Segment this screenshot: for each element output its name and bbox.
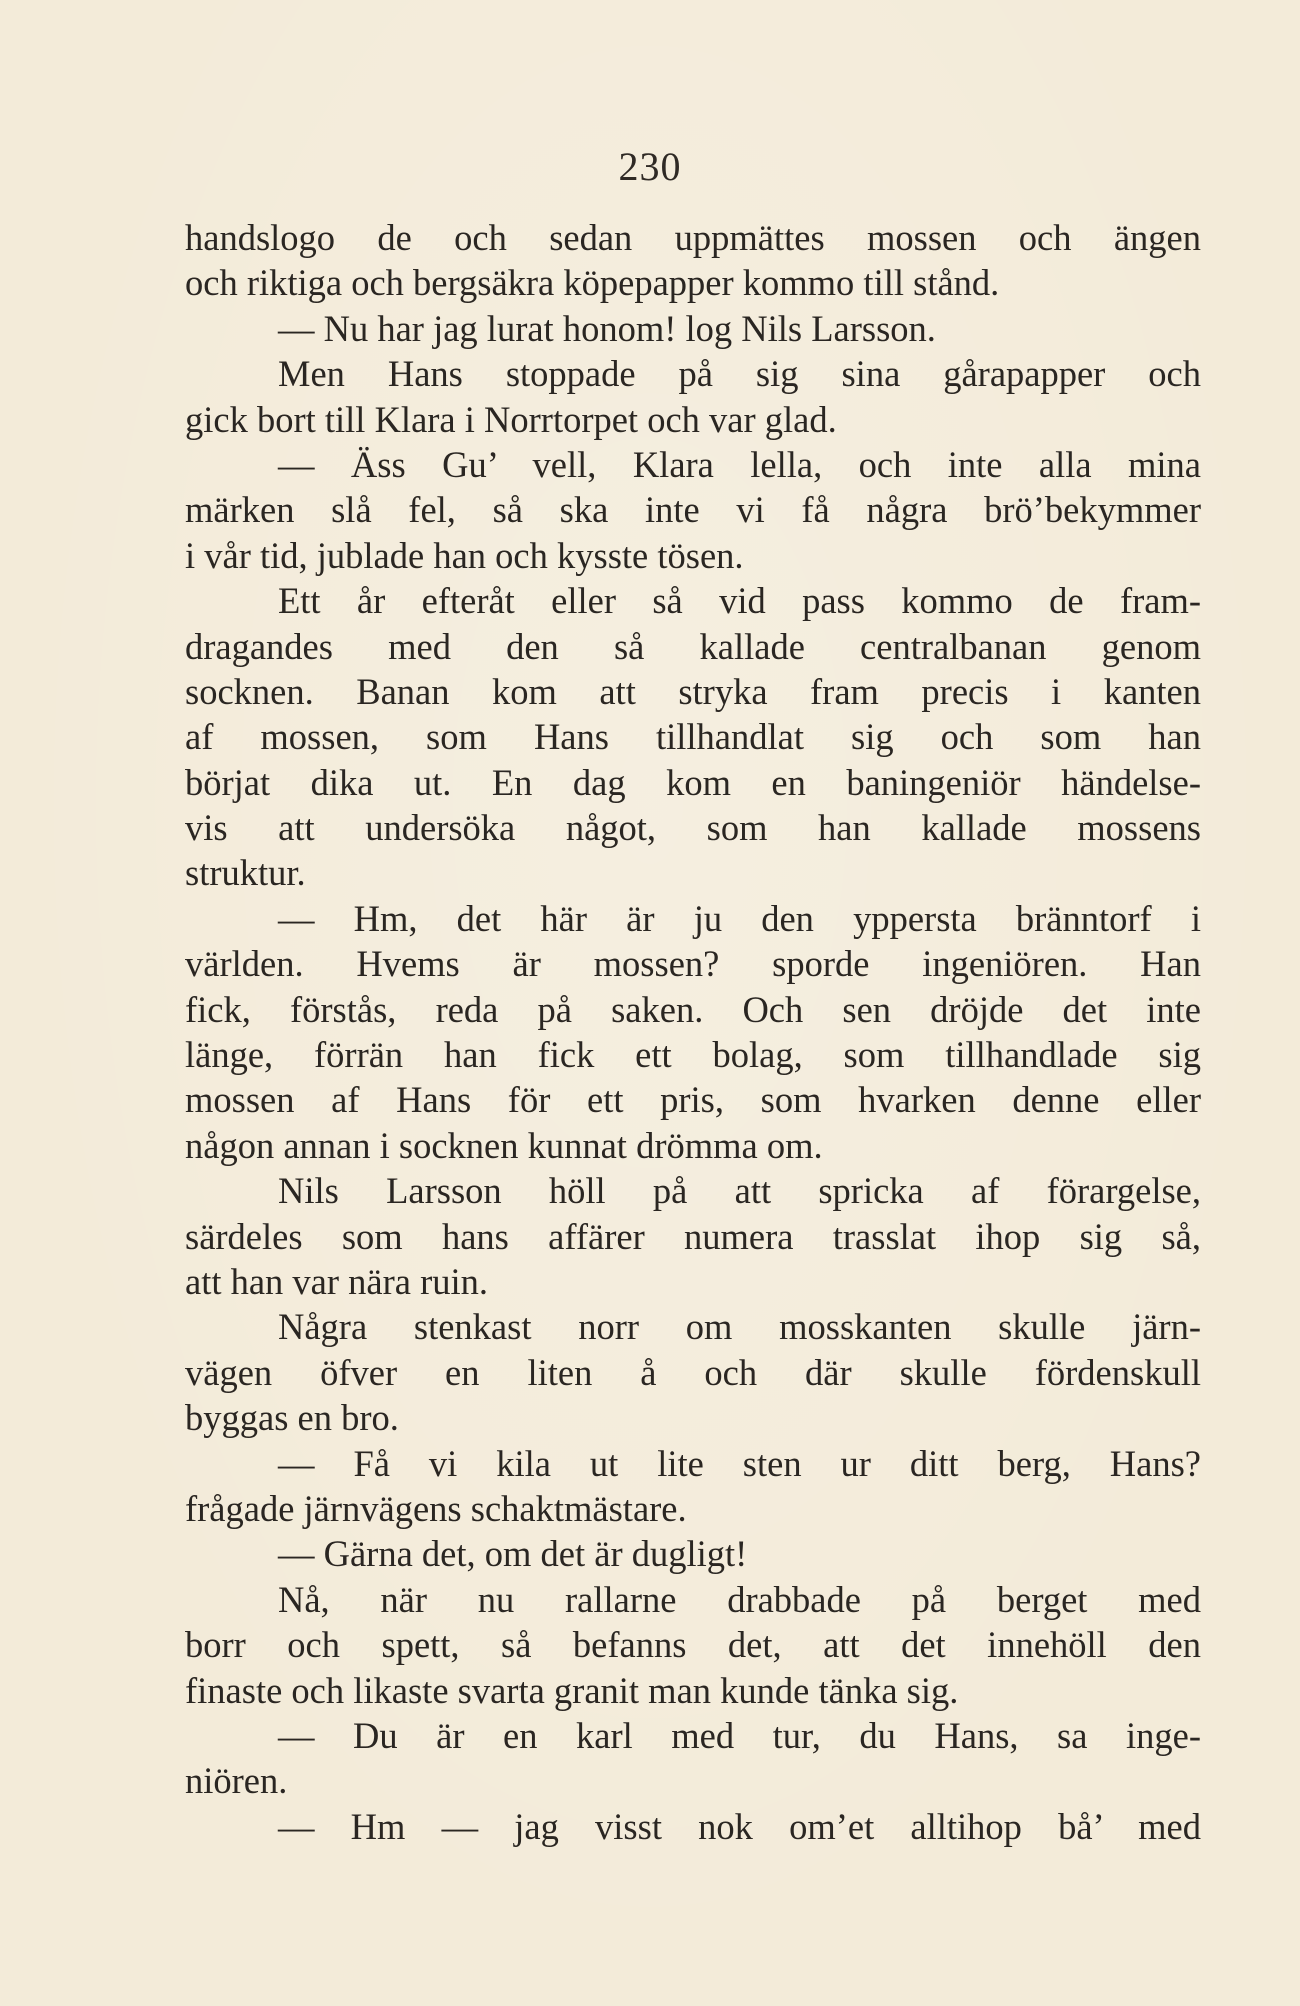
text-line: någon annan i socknen kunnat drömma om. [185,1124,823,1166]
text-line: länge, förrän han fick ett bolag, som tillhandlade sig [185,1034,1201,1076]
body-text [185,215,1201,1849]
text-line: — Du är en karl med tur, du Hans, sa inge- [278,1714,1201,1756]
text-line: Några stenkast norr om mosskanten skulle järn- [278,1306,1201,1348]
text-line: af mossen, som Hans tillhandlat sig och som han [185,716,1201,758]
text-line: — Hm — jag visst nok om’et alltihop bå’ med [278,1805,1201,1847]
text-line: — Hm, det här är ju den yppersta bränntorf i [278,897,1201,939]
text-line: niören. [185,1760,288,1802]
text-line: märken slå fel, så ska inte vi få några brö’bekymmer [185,489,1201,531]
text-line: mossen af Hans för ett pris, som hvarken denne eller [185,1079,1201,1121]
text-line: Ett år efteråt eller så vid pass kommo de fram- [278,580,1201,622]
text-line: Nils Larsson höll på att spricka af förargelse, [278,1170,1201,1212]
text-line: världen. Hvems är mossen? sporde ingeniören. Han [185,943,1201,985]
text-line: — Äss Gu’ vell, Klara lella, och inte alla mina [278,443,1201,485]
page-number: 230 [618,144,682,189]
text-line: dragandes med den så kallade centralbanan genom [185,625,1201,667]
text-line: struktur. [185,852,306,894]
text-line: vägen öfver en liten å och där skulle fördenskull [185,1351,1201,1393]
text-line: borr och spett, så befanns det, att det innehöll den [185,1624,1201,1666]
text-line: fick, förstås, reda på saken. Och sen dröjde det inte [185,988,1201,1030]
text-line: Men Hans stoppade på sig sina gårapapper och [278,353,1201,395]
text-line: börjat dika ut. En dag kom en baningeniör händelse- [185,761,1201,803]
text-line: särdeles som hans affärer numera trasslat ihop sig så, [185,1215,1201,1257]
text-line: gick bort till Klara i Norrtorpet och var glad. [185,398,837,440]
text-line: — Nu har jag lurat honom! log Nils Larsson. [278,307,936,349]
text-line: i vår tid, jublade han och kysste tösen. [185,534,744,576]
text-line: frågade järnvägens schaktmästare. [185,1487,687,1529]
text-line: Nå, när nu rallarne drabbade på berget med [278,1578,1201,1620]
text-line: handslogo de och sedan uppmättes mossen och ängen [185,217,1201,258]
text-line: — Få vi kila ut lite sten ur ditt berg, Hans? [278,1442,1201,1484]
text-line: och riktiga och bergsäkra köpepapper kommo till stånd. [185,262,1000,304]
text-line: socknen. Banan kom att stryka fram precis i kanten [185,670,1201,712]
text-line: — Gärna det, om det är dugligt! [278,1533,748,1575]
text-line: att han var nära ruin. [185,1260,489,1302]
text-line: vis att undersöka något, som han kallade mossens [185,807,1201,849]
text-line: byggas en bro. [185,1397,399,1439]
text-line: finaste och likaste svarta granit man kunde tänka sig. [185,1669,959,1711]
